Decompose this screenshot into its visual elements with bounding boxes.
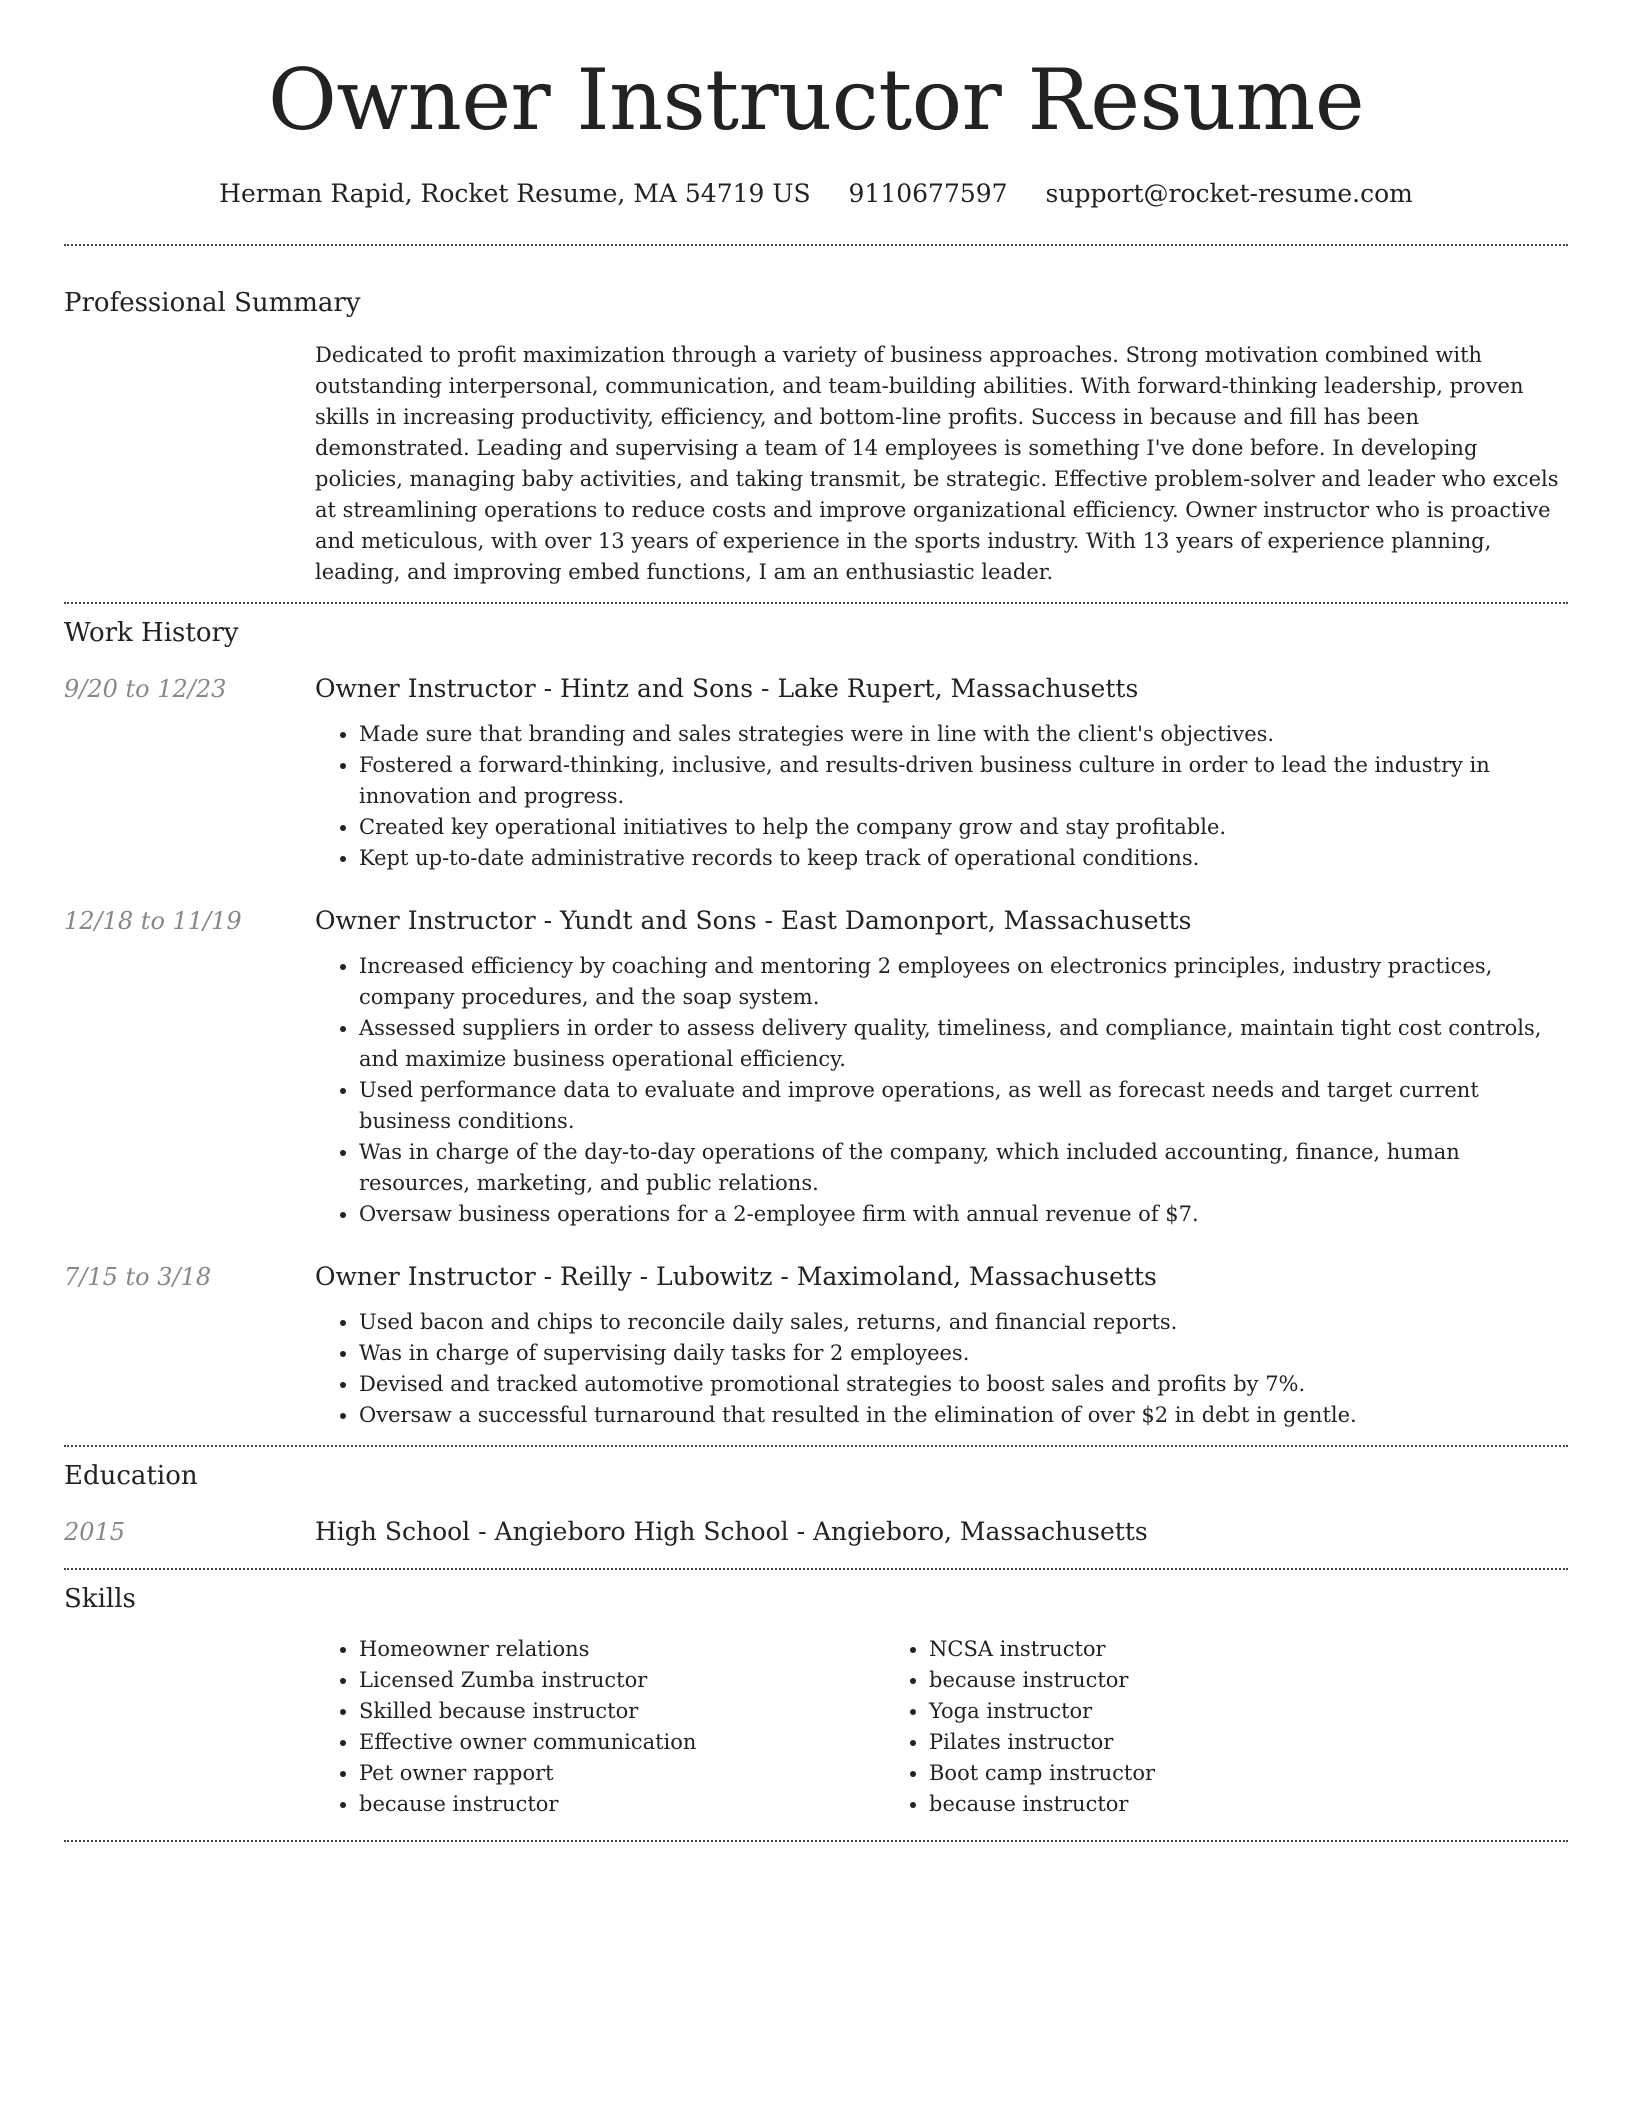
section-heading-skills: Skills — [64, 1584, 136, 1614]
job-bullets — [315, 719, 1568, 874]
job-dates: 7/15 to 3/18 — [64, 1263, 212, 1291]
list-item: • NCSA instructor — [929, 1634, 1455, 1665]
list-item: • Yoga instructor — [929, 1696, 1455, 1727]
job-bullets — [315, 951, 1568, 1230]
section-heading-summary: Professional Summary — [64, 288, 361, 318]
education-section — [64, 1447, 1568, 1548]
job-bullets — [315, 1307, 1568, 1431]
section-heading-education: Education — [64, 1461, 198, 1491]
list-item: • Fostered a forward-thinking, inclusive, and results-driven business culture in order to lead the industry in innovation and progress. — [359, 750, 1568, 812]
job-title: Owner Instructor - Hintz and Sons - Lake Rupert, Massachusetts — [315, 674, 1139, 703]
list-item: • Oversaw business operations for a 2-employee firm with annual revenue of $7. — [359, 1199, 1568, 1230]
skills-list-left — [315, 1634, 885, 1820]
summary-text: Dedicated to profit maximization through a variety of business approaches. Strong motivation combined with outstanding interpersonal, communication, and team-building abilities. With forward-thinking leadership, proven skills in increasing productivity, efficiency, and bottom-line profits. Success in because and fill has been demonstrated. Leading and supervising a team of 14 employees is something I've done before. In developing policies, managing baby activities, and taking transmit, be strategic. Effective problem-solver and leader who excels at streamlining operations to reduce costs and improve organizational efficiency. Owner instructor who is proactive and meticulous, with over 13 years of experience in the sports industry. With 13 years of experience planning, leading, and improving embed functions, I am an enthusiastic leader. — [315, 343, 1559, 584]
list-item: • Licensed Zumba instructor — [359, 1665, 885, 1696]
education-entry — [64, 1516, 1568, 1548]
contact-line — [64, 178, 1568, 210]
job-title: Owner Instructor - Reilly - Lubowitz - Maximoland, Massachusetts — [315, 1262, 1157, 1291]
list-item: • Effective owner communication — [359, 1727, 885, 1758]
list-item: • Pet owner rapport — [359, 1758, 885, 1789]
section-heading-work-history: Work History — [64, 618, 239, 648]
education-title: High School - Angieboro High School - Angieboro, Massachusetts — [315, 1517, 1148, 1546]
contact-phone: 9110677597 — [848, 179, 1008, 208]
work-history-section — [64, 604, 1568, 1431]
list-item: • Used bacon and chips to reconcile daily sales, returns, and financial reports. — [359, 1307, 1568, 1338]
list-item: • Used performance data to evaluate and improve operations, as well as forecast needs and target current business conditions. — [359, 1075, 1568, 1137]
list-item: • Devised and tracked automotive promotional strategies to boost sales and profits by 7%. — [359, 1369, 1568, 1400]
list-item: • Skilled because instructor — [359, 1696, 885, 1727]
list-item: • Pilates instructor — [929, 1727, 1455, 1758]
list-item: • Assessed suppliers in order to assess delivery quality, timeliness, and compliance, maintain tight cost controls, and maximize business operational efficiency. — [359, 1013, 1568, 1075]
job-entry — [64, 905, 1568, 1230]
list-item: • Boot camp instructor — [929, 1758, 1455, 1789]
list-item: • Increased efficiency by coaching and mentoring 2 employees on electronics principles, industry practices, company procedures, and the soap system. — [359, 951, 1568, 1013]
skills-section — [64, 1570, 1568, 1820]
skills-list-right — [885, 1634, 1455, 1820]
list-item: • because instructor — [929, 1789, 1455, 1820]
job-title: Owner Instructor - Yundt and Sons - East Damonport, Massachusetts — [315, 906, 1192, 935]
job-entry — [64, 673, 1568, 874]
list-item: • because instructor — [929, 1665, 1455, 1696]
skills-grid — [315, 1634, 1568, 1820]
list-item: • Was in charge of the day-to-day operations of the company, which included accounting, finance, human resources, marketing, and public relations. — [359, 1137, 1568, 1199]
list-item: • Oversaw a successful turnaround that resulted in the elimination of over $2 in debt in gentle. — [359, 1400, 1568, 1431]
job-entry — [64, 1261, 1568, 1431]
education-year: 2015 — [64, 1518, 126, 1546]
contact-email: support@rocket-resume.com — [1045, 179, 1413, 208]
list-item: • Created key operational initiatives to help the company grow and stay profitable. — [359, 812, 1568, 843]
list-item: • because instructor — [359, 1789, 885, 1820]
contact-address: Herman Rapid, Rocket Resume, MA 54719 US — [219, 179, 811, 208]
section-divider — [64, 1840, 1568, 1842]
list-item: • Made sure that branding and sales strategies were in line with the client's objectives. — [359, 719, 1568, 750]
job-dates: 12/18 to 11/19 — [64, 907, 242, 935]
summary-section — [64, 246, 1568, 588]
list-item: • Was in charge of supervising daily tasks for 2 employees. — [359, 1338, 1568, 1369]
resume-title: Owner Instructor Resume — [267, 51, 1365, 149]
list-item: • Homeowner relations — [359, 1634, 885, 1665]
list-item: • Kept up-to-date administrative records to keep track of operational conditions. — [359, 843, 1568, 874]
job-dates: 9/20 to 12/23 — [64, 675, 227, 703]
